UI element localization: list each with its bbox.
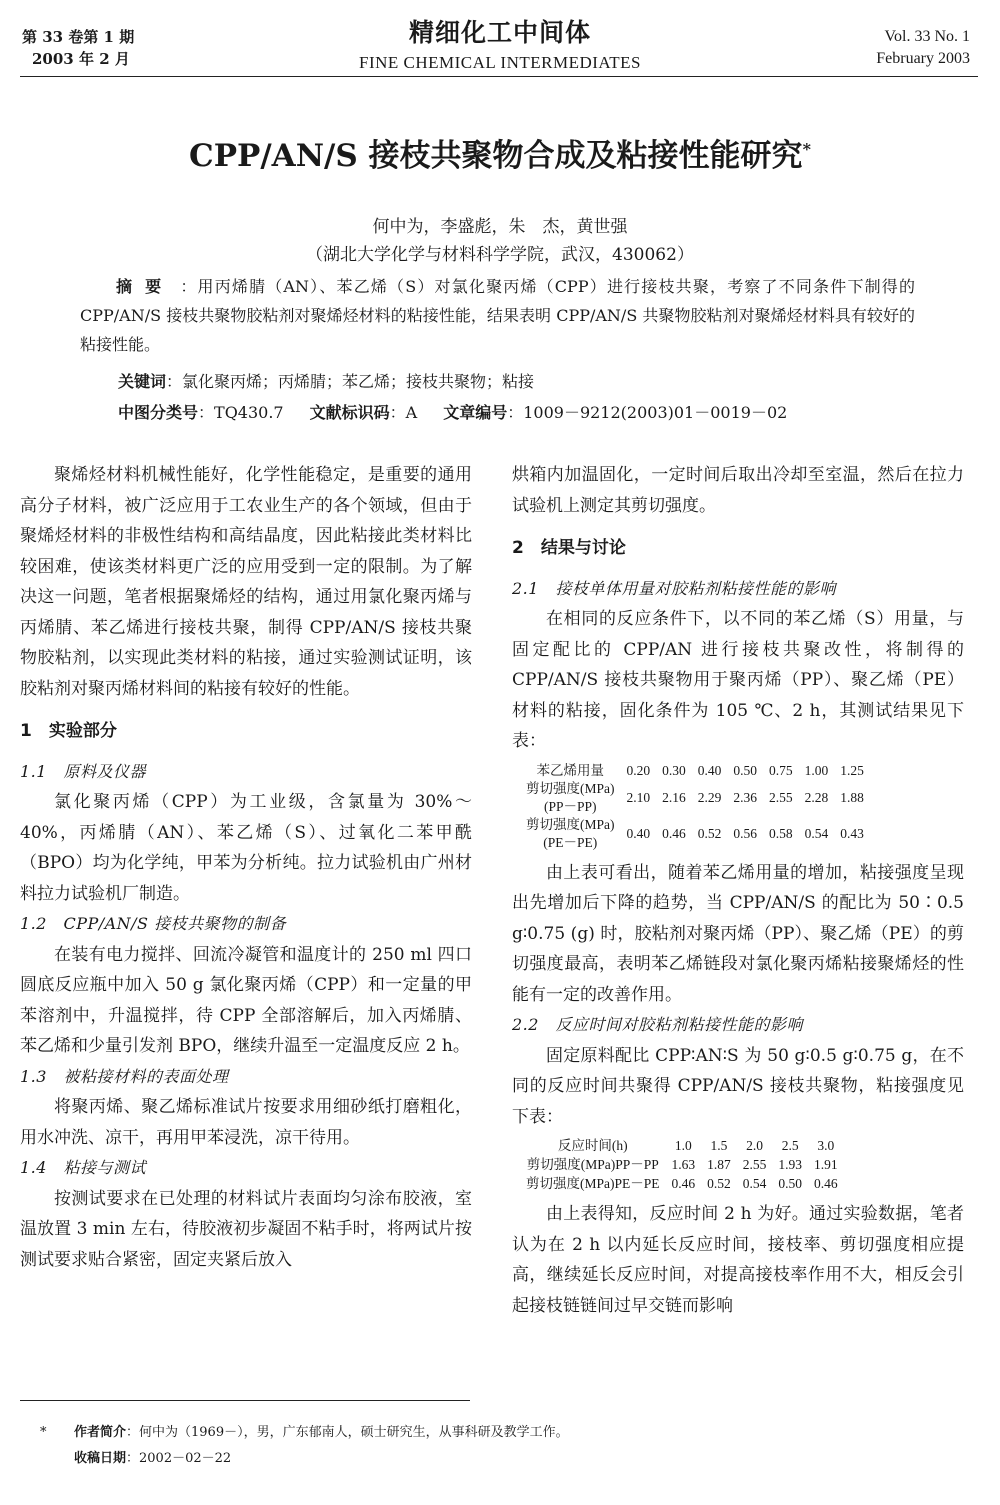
table-cell: 0.46 (814, 1176, 838, 1191)
table-cell: 2.55 (742, 1157, 767, 1172)
table-cell: 1.63 (671, 1157, 696, 1172)
table-cell: 0.75 (769, 762, 793, 778)
table-header-cell: 剪切强度(MPa)PE－PE (526, 1176, 660, 1191)
paragraph-2-1-discussion: 由上表可看出，随着苯乙烯用量的增加，粘接强度呈现出先增加后下降的趋势，当 CPP/AN/S 的配比为 50∶0.5 g∶0.75 (g) 时，胶粘剂对聚丙烯（PP）、聚乙烯（PE）的剪切强度最高，表明苯乙烯链段对氯化聚丙烯粘接聚烯烃的性能有一定的改善作用。 (512, 862, 964, 1005)
table-cell: 0.50 (778, 1176, 803, 1191)
keywords (118, 369, 534, 392)
section-heading-2: 2 结果与讨论 (512, 538, 626, 558)
clc-label: 中图分类号 (118, 403, 199, 422)
paragraph-2-1: 在相同的反应条件下，以不同的苯乙烯（S）用量，与固定配比的 CPP/AN 进行接枝共聚改性，将制得的 CPP/AN/S 接枝共聚物用于聚丙烯（PP）、聚乙烯（PE）材料的粘接，固化条件为 105 ℃、2 h，其测试结果见下表： (512, 609, 964, 751)
table-header-cell: 反应时间(h) (557, 1138, 628, 1153)
volume-number: Vol. 33 No. 1 (884, 28, 970, 45)
running-header-right (876, 26, 970, 70)
section-heading-1: 1 实验部分 (20, 721, 117, 741)
table-cell: 0.50 (733, 762, 757, 778)
subsection-heading-1-1: 1.1 原料及仪器 (20, 761, 146, 781)
received-date-value: ：2002－02－22 (126, 1451, 232, 1466)
issue-date: 2003 年 2 月 (32, 50, 130, 68)
clc-value: ：TQ430.7 (198, 403, 284, 422)
table-header-cell: 苯乙烯用量 (536, 762, 604, 778)
issue-number: 第 33 卷第 1 期 (22, 28, 135, 46)
table-cell: 0.52 (697, 826, 722, 841)
table-cell: 1.91 (814, 1157, 838, 1172)
table-cell: 1.0 (674, 1138, 692, 1153)
table-header-cell: 剪切强度(MPa)PP－PP (526, 1157, 659, 1172)
author-bio-text: ：何中为（1969－），男，广东郁南人，硕士研究生，从事科研及教学工作。 (126, 1425, 569, 1440)
row-label-line: 剪切强度(MPa) (526, 780, 615, 796)
paragraph-1-1: 氯化聚丙烯（CPP）为工业级，含氯量为 30%～40%，丙烯腈（AN）、苯乙烯（S）、过氧化二苯甲酰（BPO）均为化学纯，甲苯为分析纯。拉力试验机由广州材料拉力试验机厂制造。 (20, 792, 472, 904)
reaction-time-table (520, 1136, 844, 1193)
journal-name-en: FINE CHEMICAL INTERMEDIATES (358, 53, 642, 72)
table-cell: 0.40 (626, 826, 651, 841)
table-cell: 1.87 (707, 1157, 731, 1172)
journal-name (0, 18, 1000, 74)
author-bio-label: 作者简介 (74, 1425, 127, 1440)
table-header-cell (520, 780, 621, 816)
table-cell: 2.29 (697, 790, 722, 805)
paper-title-text: CPP/AN/S 接枝共聚物合成及粘接性能研究 (189, 138, 803, 174)
intro-paragraph: 聚烯烃材料机械性能好，化学性能稳定，是重要的通用高分子材料，被广泛应用于工农业生产的各个领域，但由于聚烯烃材料的非极性结构和高结晶度，因此粘接此类材料比较困难，使该类材料更广泛的应用受到一定的限制。为了解决这一问题，笔者根据聚烯烃的结构，通过用氯化聚丙烯与丙烯腈、苯乙烯进行接枝共聚，制得 CPP/AN/S 接枝共聚物胶粘剂，以实现此类材料的粘接，通过实验测试证明，该胶粘剂对聚丙烯材料间的粘接有较好的性能。 (20, 465, 472, 699)
table-cell: 0.54 (742, 1176, 767, 1191)
doc-code-value: ：A (389, 403, 418, 422)
table-cell: 1.93 (778, 1157, 803, 1172)
paragraph-1-4: 按测试要求在已处理的材料试片表面均匀涂布胶液，室温放置 3 min 左右，待胶液初步凝固不粘手时，将两试片按测试要求贴合紧密，固定夹紧后放入 (20, 1188, 472, 1270)
table-cell: 1.00 (804, 762, 829, 778)
row-label-line: (PP－PP) (543, 798, 597, 814)
left-column (20, 460, 472, 1275)
received-date (40, 1446, 569, 1472)
continued-paragraph: 烘箱内加温固化，一定时间后取出冷却至室温，然后在拉力试验机上测定其剪切强度。 (512, 465, 964, 516)
table-cell: 2.36 (733, 790, 757, 805)
table-cell: 0.56 (733, 826, 757, 841)
right-column (512, 460, 964, 1321)
received-date-label: 收稿日期 (74, 1451, 127, 1466)
doc-code-label: 文献标识码 (309, 403, 390, 422)
table-cell: 0.46 (662, 826, 686, 841)
article-id-label: 文章编号 (443, 403, 508, 422)
table-row (520, 761, 870, 780)
table-cell: 1.5 (710, 1138, 728, 1153)
table-row (520, 1174, 844, 1193)
table-cell: 0.43 (840, 826, 864, 841)
subsection-heading-1-3: 1.3 被粘接材料的表面处理 (20, 1066, 229, 1086)
header-rule (20, 76, 978, 77)
paragraph-1-2: 在装有电力搅拌、回流冷凝管和温度计的 250 ml 四口圆底反应瓶中加入 50 g 氯化聚丙烯（CPP）和一定量的甲苯溶剂中，升温搅拌，待 CPP 全部溶解后，加入丙烯腈、苯乙烯和少量引发剂 BPO，继续升温至一定温度反应 2 h。 (20, 944, 472, 1056)
footnote (40, 1420, 569, 1472)
row-label-line: 剪切强度(MPa) (526, 816, 615, 832)
paragraph-2-2-discussion: 由上表得知，反应时间 2 h 为好。通过实验数据，笔者认为在 2 h 以内延长反应时间，接枝率、剪切强度相应提高，继续延长反应时间，对提高接枝率作用不大，相反会引起接枝链链间过早交链而影响 (512, 1204, 964, 1316)
table-cell: 1.25 (840, 762, 864, 778)
affiliation: （湖北大学化学与材料科学学院，武汉，430062） (306, 245, 694, 265)
table-row (520, 816, 870, 852)
abstract-text: ：用丙烯腈（AN）、苯乙烯（S）对氯化聚丙烯（CPP）进行接枝共聚，考察了不同条件下制得的 CPP/AN/S 接枝共聚物胶粘剂对聚烯烃材料的粘接性能，结果表明 CPP/AN/S 共聚物胶粘剂对聚烯烃材料具有较好的粘接性能。 (80, 277, 915, 354)
abstract-label: 摘要 (116, 277, 175, 296)
abstract (80, 272, 915, 359)
table-cell: 2.55 (769, 790, 793, 805)
table-cell: 0.40 (697, 762, 722, 778)
table-cell: 0.46 (671, 1176, 696, 1191)
table-cell: 2.10 (626, 790, 651, 805)
table-cell: 2.16 (662, 790, 686, 805)
table-cell: 0.54 (804, 826, 829, 841)
classification-line (118, 400, 787, 423)
subsection-heading-2-1: 2.1 接枝单体用量对胶粘剂粘接性能的影响 (512, 578, 836, 598)
row-label-line: (PE－PE) (543, 834, 598, 850)
paper-title (0, 130, 1000, 175)
subsection-heading-1-2: 1.2 CPP/AN/S 接枝共聚物的制备 (20, 914, 287, 933)
table-cell: 0.30 (662, 762, 686, 778)
table-row (520, 780, 870, 816)
table-header-cell (520, 816, 621, 852)
article-id-value: ：1009－9212(2003)01－0019－02 (507, 403, 788, 422)
styrene-dosage-table (520, 761, 870, 852)
paragraph-2-2: 固定原料配比 CPP∶AN∶S 为 50 g∶0.5 g∶0.75 g，在不同的反应时间共聚得 CPP/AN/S 接枝共聚物，粘接强度见下表： (512, 1045, 964, 1127)
table-cell: 0.20 (626, 762, 651, 778)
keywords-text: ：氯化聚丙烯；丙烯腈；苯乙烯；接枝共聚物；粘接 (166, 372, 535, 391)
footnote-rule (20, 1400, 470, 1401)
table-cell: 0.52 (707, 1176, 731, 1191)
table-cell: 2.28 (804, 790, 829, 805)
title-footnote-mark: * (802, 139, 811, 159)
paragraph-1-3: 将聚丙烯、聚乙烯标准试片按要求用细砂纸打磨粗化，用水冲洗、凉干，再用甲苯浸洗，凉干待用。 (20, 1097, 472, 1148)
subsection-heading-1-4: 1.4 粘接与测试 (20, 1158, 146, 1177)
journal-name-cn: 精细化工中间体 (408, 18, 591, 47)
author-bio (40, 1420, 569, 1446)
table-cell: 2.0 (746, 1138, 764, 1153)
issue-date-en: February 2003 (876, 50, 970, 67)
author-list: 何中为，李盛彪，朱 杰，黄世强 (372, 217, 628, 237)
table-cell: 1.88 (840, 790, 864, 805)
subsection-heading-2-2: 2.2 反应时间对胶粘剂粘接性能的影响 (512, 1015, 803, 1034)
table-cell: 3.0 (817, 1138, 835, 1153)
footnote-mark: * (40, 1425, 47, 1440)
table-cell: 0.58 (769, 826, 793, 841)
table-row (520, 1136, 844, 1155)
table-row (520, 1155, 844, 1174)
keywords-label: 关键词 (118, 372, 167, 391)
table-cell: 2.5 (781, 1138, 799, 1153)
